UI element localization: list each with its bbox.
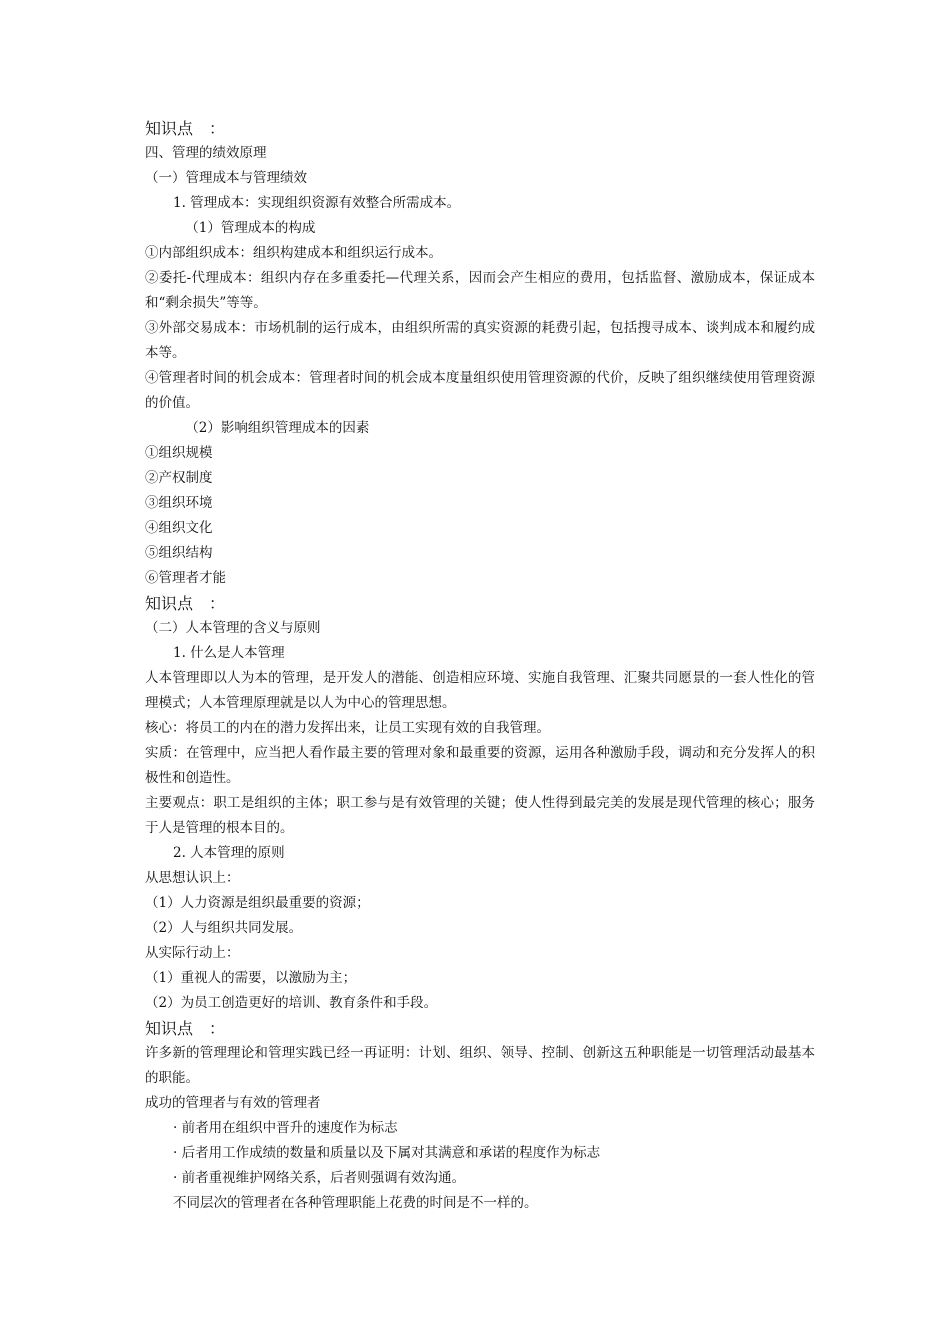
knowledge-point-heading: 知识点 ： — [145, 594, 226, 613]
text-line: 成功的管理者与有效的管理者 — [145, 1095, 321, 1111]
text-line: （二）人本管理的含义与原则 — [145, 620, 321, 636]
bullet-item: · 前者用在组织中晋升的速度作为标志 — [173, 1120, 398, 1136]
text-line: （2）为员工创造更好的培训、教育条件和手段。 — [145, 995, 438, 1011]
text-line: （1）重视人的需要，以激励为主； — [145, 970, 357, 986]
document-body — [145, 116, 815, 1216]
text-line: （2）人与组织共同发展。 — [145, 920, 303, 936]
bullet-item: · 前者重视维护网络关系，后者则强调有效沟通。 — [173, 1170, 466, 1186]
text-line: ④组织文化 — [145, 520, 213, 536]
text-line: 从实际行动上： — [145, 945, 240, 961]
text-line: （一）管理成本与管理绩效 — [145, 170, 307, 186]
text-line: 2. 人本管理的原则 — [173, 845, 285, 861]
text-line: 四、管理的绩效原理 — [145, 145, 267, 161]
paragraph: 主要观点：职工是组织的主体；职工参与是有效管理的关键；使人性得到最完美的发展是现代管理的核心；服务于人是管理的根本目的。 — [145, 795, 815, 836]
text-line: ⑤组织结构 — [145, 545, 213, 561]
paragraph: ④管理者时间的机会成本：管理者时间的机会成本度量组织使用管理资源的代价，反映了组织继续使用管理资源的价值。 — [145, 370, 815, 411]
knowledge-point-heading: 知识点 ： — [145, 1019, 226, 1038]
text-line: （2）影响组织管理成本的因素 — [165, 420, 370, 436]
paragraph: 许多新的管理理论和管理实践已经一再证明：计划、组织、领导、控制、创新这五种职能是一切管理活动最基本的职能。 — [145, 1045, 815, 1086]
text-line: 核心：将员工的内在的潜力发挥出来，让员工实现有效的自我管理。 — [145, 720, 550, 736]
paragraph: 人本管理即以人为本的管理，是开发人的潜能、创造相应环境、实施自我管理、汇聚共同愿景的一套人性化的管理模式；人本管理原理就是以人为中心的管理思想。 — [145, 670, 815, 711]
text-line: ⑥管理者才能 — [145, 570, 226, 586]
paragraph: ②委托-代理成本：组织内存在多重委托—代理关系，因而会产生相应的费用，包括监督、激励成本，保证成本和“剩余损失”等等。 — [145, 270, 815, 311]
text-line: ①内部组织成本：组织构建成本和组织运行成本。 — [145, 245, 442, 261]
text-line: 1. 什么是人本管理 — [173, 645, 285, 661]
text-line: ①组织规模 — [145, 445, 213, 461]
text-line: ②产权制度 — [145, 470, 213, 486]
paragraph: ③外部交易成本：市场机制的运行成本，由组织所需的真实资源的耗费引起，包括搜寻成本、谈判成本和履约成本等。 — [145, 320, 815, 361]
text-line: （1）管理成本的构成 — [165, 220, 316, 236]
bullet-item: 不同层次的管理者在各种管理职能上花费的时间是不一样的。 — [173, 1195, 538, 1211]
bullet-item: · 后者用工作成绩的数量和质量以及下属对其满意和承诺的程度作为标志 — [173, 1145, 601, 1161]
paragraph: 实质：在管理中，应当把人看作最主要的管理对象和最重要的资源，运用各种激励手段，调动和充分发挥人的积极性和创造性。 — [145, 745, 815, 786]
text-line: （1）人力资源是组织最重要的资源； — [145, 895, 370, 911]
text-line: 1. 管理成本：实现组织资源有效整合所需成本。 — [173, 195, 461, 211]
text-line: ③组织环境 — [145, 495, 213, 511]
text-line: 从思想认识上： — [145, 870, 240, 886]
knowledge-point-heading: 知识点 ： — [145, 119, 226, 138]
